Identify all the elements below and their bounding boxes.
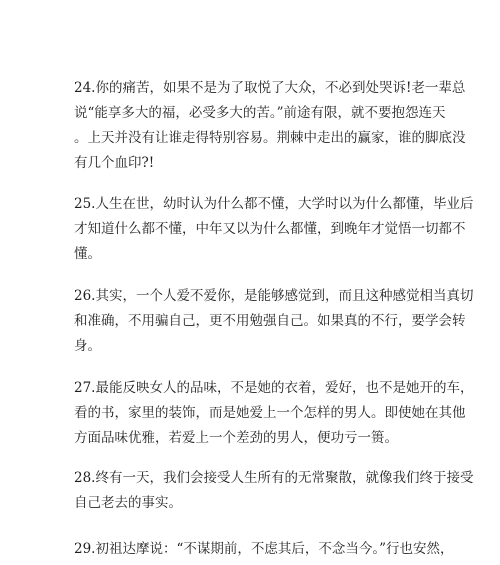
text-line: 方面品味优雅，若爱上一个差劲的男人，便功亏一篑。: [74, 430, 398, 446]
text-line: 说“能享多大的福，必受多大的苦。”前途有限，就不要抱怨连天: [74, 105, 446, 121]
text-line: 懂。: [74, 246, 101, 262]
text-line: 有几个血印?!: [74, 155, 155, 171]
text-line: 24.你的痛苦，如果不是为了取悦了大众，不必到处哭诉!老一辈总: [74, 80, 466, 96]
text-line: 27.最能反映女人的品味，不是她的衣着，爱好，也不是她开的车，: [74, 380, 474, 396]
text-line: 自己老去的事实。: [74, 495, 182, 511]
text-line: 和准确，不用骗自己，更不用勉强自己。如果真的不行，要学会转: [74, 313, 466, 329]
paragraph-24: [74, 76, 466, 176]
text-line: 29.初祖达摩说：“不谋期前，不虑其后，不念当今。”行也安然，: [74, 541, 454, 557]
paragraph-25: [74, 192, 474, 267]
paragraph-28: [74, 466, 474, 516]
paragraph-29: [74, 537, 454, 562]
paragraph-27: [74, 376, 474, 451]
text-line: 。上天并没有让谁走得特别容易。荆棘中走出的赢家，谁的脚底没: [74, 130, 466, 146]
text-line: 28.终有一天，我们会接受人生所有的无常聚散，就像我们终于接受: [74, 470, 474, 486]
text-line: 25.人生在世，幼时认为什么都不懂，大学时以为什么都懂，毕业后: [74, 196, 474, 212]
text-line: 看的书，家里的装饰，而是她爱上一个怎样的男人。即使她在其他: [74, 405, 466, 421]
paragraph-26: [74, 284, 474, 359]
text-line: 身。: [74, 338, 101, 354]
text-line: 26.其实，一个人爱不爱你，是能够感觉到，而且这种感觉相当真切: [74, 288, 474, 304]
text-line: 才知道什么都不懂，中年又以为什么都懂，到晚年才觉悟一切都不: [74, 221, 466, 237]
